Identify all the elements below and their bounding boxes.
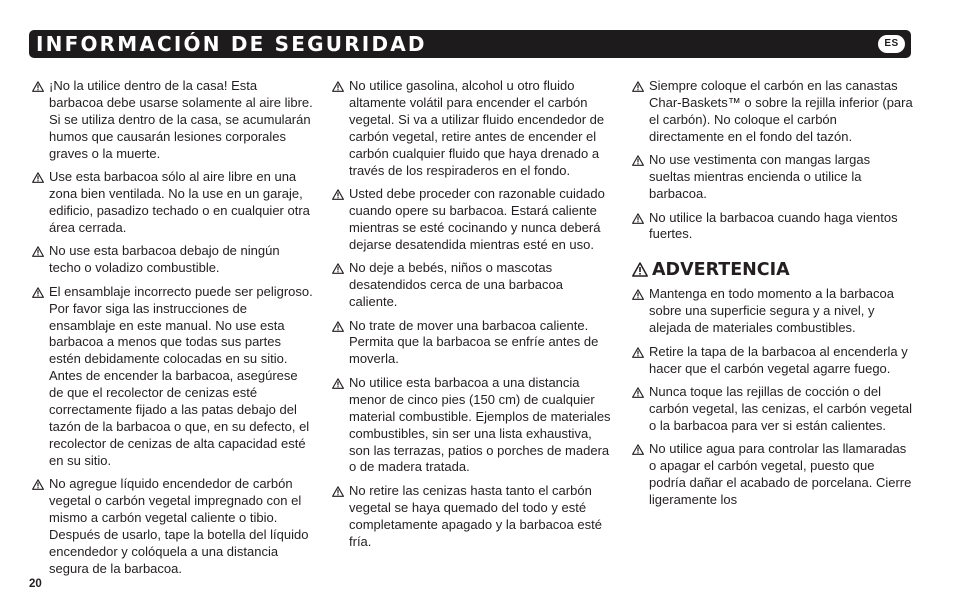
warning-item xyxy=(332,483,614,551)
warning-text: El ensamblaje incorrecto puede ser peligroso. Por favor siga las instrucciones de ensamblaje en este manual. No use esta barbacoa a menos que todas sus partes estén debidamente colocadas en su sitio. Antes de encender la barbacoa, asegúrese de que el recolector de cenizas esté correctamente fijado a las patas debajo del tazón de la barbacoa o que, en su defecto, el recolector de cenizas de alta capacidad esté en su sitio. xyxy=(49,283,313,468)
warning-text: No utilice gasolina, alcohol u otro fluido altamente volátil para encender el carbón vegetal. Si va a utilizar fluido encendedor de carbón vegetal, retire antes de encender el carbón cualquier fluido que haya drenado a través de los respiraderos en el fondo. xyxy=(349,78,605,178)
warning-item xyxy=(32,169,314,237)
language-badge: ES xyxy=(878,35,905,53)
warning-item xyxy=(332,375,614,476)
warning-item xyxy=(332,260,614,311)
warning-triangle-icon xyxy=(632,213,644,224)
warning-item xyxy=(332,186,614,254)
warning-text: Nunca toque las rejillas de cocción o del carbón vegetal, las cenizas, el carbón vegetal o la barbacoa para ver si están calientes. xyxy=(649,384,913,433)
warning-text: Use esta barbacoa sólo al aire libre en una zona bien ventilada. No la use en un garaje, edificio, pasadizo techado o en cualquier otra área cerrada. xyxy=(49,169,310,235)
warning-text: No retire las cenizas hasta tanto el carbón vegetal se haya quemado del todo y esté completamente apagado y la barbacoa esté fría. xyxy=(349,482,602,549)
warning-item xyxy=(632,384,914,435)
warning-item xyxy=(632,441,914,509)
section-header-bar xyxy=(29,30,911,58)
warning-triangle-icon xyxy=(332,81,344,92)
warning-triangle-icon xyxy=(32,172,44,183)
warning-text: No agregue líquido encendedor de carbón vegetal o carbón vegetal impregnado con el mismo a carbón vegetal caliente o tibio. Después de usarlo, tape la botella del líquido encendedor y colóquela a una distancia segura de la barbacoa. xyxy=(49,476,309,576)
warning-triangle-icon xyxy=(32,287,44,298)
warning-item xyxy=(632,286,914,337)
warning-text: No utilice la barbacoa cuando haga vientos fuertes. xyxy=(649,209,898,242)
warning-item xyxy=(332,78,614,179)
warning-text: ¡No la utilice dentro de la casa! Esta barbacoa debe usarse solamente al aire libre. Si se utiliza dentro de la casa, se acumularán humos que causarán lesiones corporales graves o la muerte. xyxy=(49,78,313,161)
warning-triangle-icon xyxy=(332,486,344,497)
warning-triangle-icon xyxy=(32,479,44,490)
advertencia-heading xyxy=(632,259,914,281)
warning-item xyxy=(32,284,314,470)
warning-item xyxy=(32,476,314,577)
page-number: 20 xyxy=(29,578,42,590)
warning-item xyxy=(632,210,914,244)
warning-item xyxy=(332,318,614,369)
warning-item xyxy=(32,243,314,277)
warning-item xyxy=(32,78,314,163)
warning-triangle-icon xyxy=(632,81,644,92)
column-3 xyxy=(632,78,914,516)
warning-item xyxy=(632,152,914,203)
warning-triangle-icon xyxy=(332,378,344,389)
page-title: INFORMACIÓN DE SEGURIDAD xyxy=(36,32,427,56)
warning-text: No use esta barbacoa debajo de ningún techo o voladizo combustible. xyxy=(49,243,280,276)
warning-triangle-icon xyxy=(632,347,644,358)
warning-text: No deje a bebés, niños o mascotas desatendidos cerca de una barbacoa caliente. xyxy=(349,260,563,310)
warning-triangle-icon xyxy=(332,263,344,274)
warning-text: Siempre coloque el carbón en las canastas Char-Baskets™ o sobre la rejilla inferior (para el carbón). No coloque el carbón directamente en el fondo del tazón. xyxy=(649,78,913,144)
warning-item xyxy=(632,344,914,378)
column-2 xyxy=(332,78,614,557)
warning-text: Usted debe proceder con razonable cuidado cuando opere su barbacoa. Estará caliente mientras se esté cocinando y nunca deberá dejarse desatendida mientras esté en uso. xyxy=(349,186,605,252)
warning-triangle-icon xyxy=(632,262,648,277)
warning-item xyxy=(632,78,914,146)
warning-text: Retire la tapa de la barbacoa al encenderla y hacer que el carbón vegetal agarre fuego. xyxy=(649,343,908,376)
warning-text: No trate de mover una barbacoa caliente. Permita que la barbacoa se enfríe antes de moverla. xyxy=(349,317,599,367)
warning-triangle-icon xyxy=(332,321,344,332)
column-1 xyxy=(32,78,314,584)
warning-text: No utilice agua para controlar las llamaradas o apagar el carbón vegetal, puesto que podría dañar el acabado de porcelana. Cierre ligeramente los xyxy=(649,441,912,508)
warning-triangle-icon xyxy=(332,189,344,200)
warning-text: No utilice esta barbacoa a una distancia menor de cinco pies (150 cm) de cualquier material combustible. Ejemplos de materiales combustibles, sin ser una lista exhaustiva, son las terrazas, patios o porches de madera o de madera tratada. xyxy=(349,374,611,475)
warning-triangle-icon xyxy=(32,81,44,92)
warning-triangle-icon xyxy=(632,387,644,398)
warning-triangle-icon xyxy=(32,246,44,257)
warning-triangle-icon xyxy=(632,155,644,166)
advertencia-heading-text: ADVERTENCIA xyxy=(652,260,790,281)
warning-text: No use vestimenta con mangas largas sueltas mientras encienda o utilice la barbacoa. xyxy=(649,152,871,202)
warning-triangle-icon xyxy=(632,444,644,455)
warning-text: Mantenga en todo momento a la barbacoa sobre una superficie segura y a nivel, y alejada de materiales combustibles. xyxy=(649,286,895,336)
warning-triangle-icon xyxy=(632,289,644,300)
